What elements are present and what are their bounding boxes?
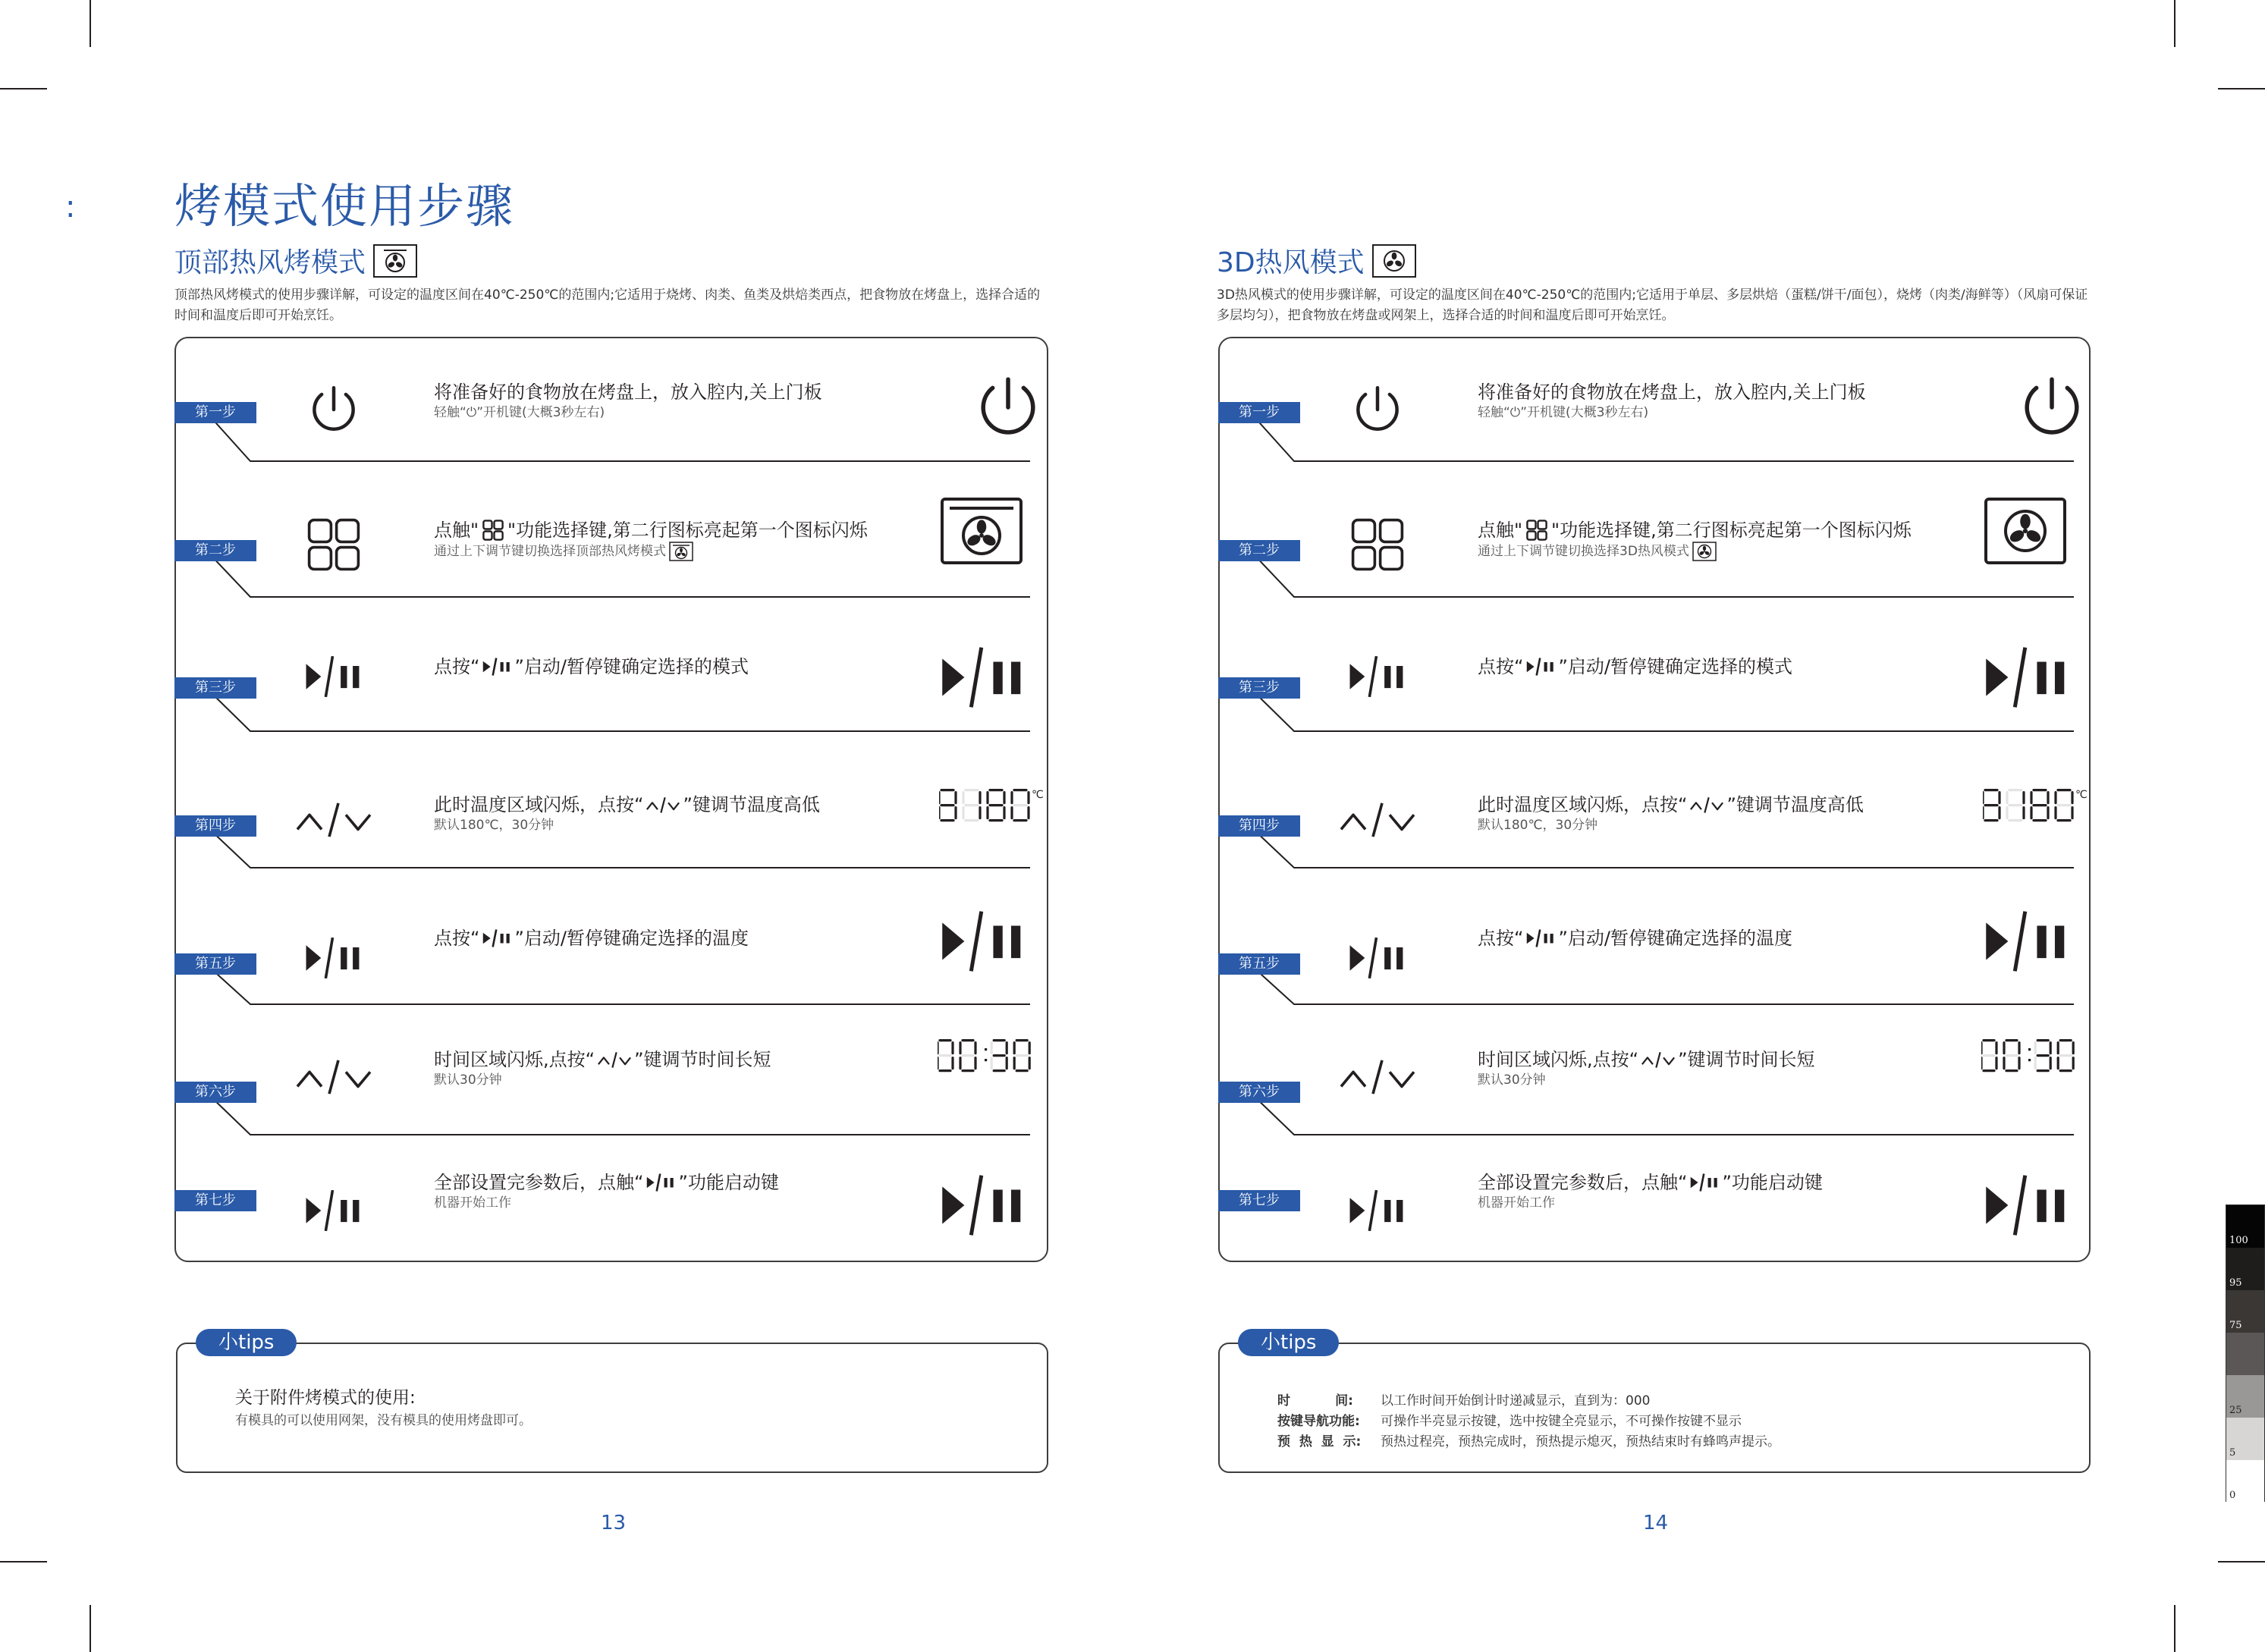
crop-mark bbox=[2218, 1561, 2265, 1562]
step-tag: 第一步 bbox=[1218, 402, 1300, 423]
step-title bbox=[434, 1171, 779, 1194]
step-tag: 第一步 bbox=[174, 402, 256, 423]
section-title-text: 顶部热风烤模式 bbox=[174, 247, 366, 278]
crop-mark bbox=[90, 1605, 91, 1652]
temperature-display bbox=[939, 789, 1053, 827]
gray-swatch-label: 75 bbox=[2229, 1320, 2242, 1331]
up-down-icon bbox=[296, 1058, 372, 1098]
step-text bbox=[1478, 927, 1792, 950]
crop-mark bbox=[90, 0, 91, 47]
play-pause-icon bbox=[1526, 929, 1555, 947]
step-title-pre: 全部设置完参数后，点触“ bbox=[1478, 1172, 1688, 1193]
step-subtext bbox=[434, 816, 820, 834]
step-tag: 第二步 bbox=[174, 540, 256, 561]
step-title-post: ”启动/暂停键确定选择的温度 bbox=[514, 928, 749, 949]
gray-swatch bbox=[2226, 1205, 2264, 1248]
tip-row bbox=[1277, 1412, 1780, 1432]
step-title bbox=[434, 519, 868, 542]
step-subtext bbox=[1478, 404, 1866, 422]
play-pause-icon bbox=[482, 929, 511, 947]
step-title bbox=[434, 793, 820, 816]
step-tag: 第五步 bbox=[174, 953, 256, 975]
step-title-post: ”键调节温度高低 bbox=[1726, 794, 1864, 815]
crop-mark bbox=[2218, 88, 2265, 90]
step-text bbox=[1478, 793, 1864, 834]
step-title-pre: 时间区域闪烁,点按“ bbox=[434, 1049, 595, 1070]
step-title bbox=[1478, 519, 1912, 542]
up-down-icon bbox=[1340, 801, 1415, 840]
3d-fan-icon bbox=[1372, 244, 1416, 278]
gray-swatch-label: 0 bbox=[2229, 1490, 2236, 1501]
section-title-left bbox=[174, 241, 417, 280]
step-text bbox=[434, 793, 820, 834]
step-title-pre: 此时温度区域闪烁，点按“ bbox=[1478, 794, 1688, 815]
step-title-pre: 时间区域闪烁,点按“ bbox=[1478, 1049, 1639, 1070]
step-title-post: ”键调节温度高低 bbox=[683, 794, 820, 815]
crop-mark bbox=[2174, 1605, 2175, 1652]
step-title-text: 将准备好的食物放在烤盘上，放入腔内,关上门板 bbox=[1478, 382, 1866, 403]
up-down-icon bbox=[1641, 1051, 1675, 1068]
3d-fan-icon bbox=[1984, 498, 2066, 567]
step-title-post: ”键调节时间长短 bbox=[1678, 1049, 1815, 1070]
up-down-icon bbox=[646, 796, 680, 813]
play-pause-icon bbox=[482, 658, 511, 676]
top-fan-icon bbox=[669, 542, 693, 561]
play-pause-icon bbox=[1984, 910, 2069, 975]
section-title-text: 3D热风模式 bbox=[1217, 247, 1365, 278]
up-down-icon bbox=[598, 1051, 631, 1068]
step-text bbox=[434, 927, 749, 950]
step-title-post: ”功能启动键 bbox=[678, 1172, 779, 1193]
step-title bbox=[1478, 381, 1866, 404]
tip-key: 时 间: bbox=[1277, 1393, 1353, 1409]
3d-fan-icon bbox=[1692, 542, 1717, 561]
up-down-icon bbox=[1340, 1058, 1415, 1098]
step-title-post: ”键调节时间长短 bbox=[634, 1049, 771, 1070]
function-grid-icon bbox=[1525, 519, 1548, 542]
play-pause-icon bbox=[941, 646, 1026, 711]
section-title-right bbox=[1217, 241, 1416, 280]
step-subtext bbox=[434, 1071, 771, 1089]
tip-key: 预 热 显 示: bbox=[1277, 1434, 1362, 1449]
play-pause-icon bbox=[1349, 1189, 1406, 1235]
gray-swatch bbox=[2226, 1418, 2264, 1460]
step-text bbox=[434, 381, 822, 422]
function-grid-icon bbox=[306, 517, 361, 575]
top-fan-icon bbox=[941, 498, 1023, 567]
tips-label-left: 小tips bbox=[196, 1329, 297, 1356]
power-icon bbox=[309, 385, 358, 437]
power-icon bbox=[977, 376, 1039, 441]
step-tag: 第六步 bbox=[1218, 1082, 1300, 1103]
step-tag: 第七步 bbox=[174, 1190, 256, 1211]
step-tag: 第四步 bbox=[1218, 815, 1300, 837]
gray-swatch-label: 5 bbox=[2229, 1447, 2236, 1459]
tip-value: 以工作时间开始倒计时递减显示，直到为：000 bbox=[1381, 1393, 1651, 1409]
gray-scale-strip bbox=[2226, 1204, 2265, 1502]
time-display bbox=[1981, 1039, 2080, 1077]
play-pause-icon bbox=[941, 910, 1026, 975]
step-text bbox=[1478, 1048, 1815, 1089]
step-subtext-text: 默认180℃，30分钟 bbox=[1478, 818, 1598, 833]
tips-text: 有模具的可以使用网架，没有模具的使用烤盘即可。 bbox=[235, 1413, 532, 1428]
step-title-post: "功能选择键,第二行图标亮起第一个图标闪烁 bbox=[507, 520, 868, 541]
step-subtext bbox=[434, 404, 822, 422]
step-title bbox=[434, 1048, 771, 1071]
step-title-post: ”启动/暂停键确定选择的模式 bbox=[1558, 656, 1792, 677]
tip-value: 预热过程亮，预热完成时，预热提示熄灭，预热结束时有蜂鸣声提示。 bbox=[1381, 1434, 1780, 1449]
step-subtext bbox=[1478, 1194, 1823, 1212]
play-pause-icon bbox=[1984, 646, 2069, 711]
crop-mark bbox=[0, 88, 47, 90]
intro-text-right: 3D热风模式的使用步骤详解，可设定的温度区间在40℃-250℃的范围内;它适用于单层、多层烘焙（蛋糕/饼干/面包），烧烤（肉类/海鲜等）（风扇可保证多层均匀），把食物放在烤盘或网架上，选择合适的时间和温度后即可开始烹饪。 bbox=[1217, 287, 2088, 323]
play-pause-icon bbox=[646, 1173, 675, 1192]
step-subtext bbox=[434, 1194, 779, 1212]
tips-label-right: 小tips bbox=[1238, 1329, 1339, 1356]
play-pause-icon bbox=[1349, 937, 1406, 982]
step-title-post: ”启动/暂停键确定选择的模式 bbox=[514, 656, 749, 677]
step-title bbox=[1478, 793, 1864, 816]
step-subtext bbox=[1478, 816, 1864, 834]
time-display bbox=[938, 1039, 1036, 1077]
power-icon bbox=[2021, 376, 2083, 441]
step-text bbox=[434, 1171, 779, 1212]
play-pause-icon bbox=[1526, 658, 1555, 676]
step-title-text: 将准备好的食物放在烤盘上，放入腔内,关上门板 bbox=[434, 382, 822, 403]
step-subtext-text: 默认30分钟 bbox=[434, 1073, 502, 1088]
play-pause-icon bbox=[941, 1174, 1026, 1239]
degree-unit: ℃ bbox=[1032, 789, 1044, 801]
tips-body-left bbox=[235, 1385, 532, 1431]
tip-row bbox=[1277, 1432, 1780, 1453]
step-subtext-text: 默认30分钟 bbox=[1478, 1073, 1546, 1088]
step-tag: 第六步 bbox=[174, 1082, 256, 1103]
step-title-pre: 点按“ bbox=[434, 928, 480, 949]
step-subtext bbox=[1478, 1071, 1815, 1089]
step-subtext-text: 机器开始工作 bbox=[1478, 1195, 1555, 1211]
step-subtext-text: 轻触“⏻”开机键(大概3秒左右) bbox=[1478, 405, 1649, 420]
step-title-pre: 点触" bbox=[434, 520, 479, 541]
function-grid-icon bbox=[482, 519, 504, 542]
tips-body-right bbox=[1277, 1391, 1780, 1453]
page-number-right: 14 bbox=[1643, 1512, 1669, 1534]
tip-value: 可操作半亮显示按键，选中按键全亮显示，不可操作按键不显示 bbox=[1381, 1414, 1742, 1429]
step-text bbox=[434, 519, 868, 561]
up-down-icon bbox=[1690, 796, 1723, 813]
tip-key: 按键导航功能: bbox=[1277, 1414, 1360, 1429]
up-down-icon bbox=[296, 801, 372, 840]
step-subtext-text: 通过上下调节键切换选择3D热风模式 bbox=[1478, 544, 1689, 559]
step-tag: 第三步 bbox=[1218, 677, 1300, 699]
step-tag: 第七步 bbox=[1218, 1190, 1300, 1211]
gray-swatch-label: 25 bbox=[2229, 1405, 2242, 1416]
step-subtext-text: 通过上下调节键切换选择顶部热风烤模式 bbox=[434, 544, 666, 559]
step-title-pre: 全部设置完参数后，点触“ bbox=[434, 1172, 644, 1193]
gray-swatch-label: 95 bbox=[2229, 1277, 2242, 1289]
step-title-pre: 点按“ bbox=[1478, 656, 1524, 677]
step-tag: 第三步 bbox=[174, 677, 256, 699]
step-title bbox=[434, 381, 822, 404]
step-subtext-text: 默认180℃，30分钟 bbox=[434, 818, 554, 833]
step-title-pre: 点按“ bbox=[434, 656, 480, 677]
step-text bbox=[1478, 519, 1912, 561]
play-pause-icon bbox=[305, 937, 363, 982]
step-tag: 第四步 bbox=[174, 815, 256, 837]
degree-unit: ℃ bbox=[2075, 789, 2088, 801]
top-fan-icon bbox=[373, 244, 417, 278]
page-title: 烤模式使用步骤 bbox=[174, 178, 515, 234]
crop-mark bbox=[0, 1561, 47, 1562]
temperature-display bbox=[1983, 789, 2097, 827]
step-subtext-text: 机器开始工作 bbox=[434, 1195, 511, 1211]
step-subtext bbox=[1478, 542, 1912, 561]
play-pause-icon bbox=[1690, 1173, 1719, 1192]
gray-swatch-label: 100 bbox=[2229, 1235, 2248, 1246]
step-text bbox=[1478, 381, 1866, 422]
step-title-post: ”启动/暂停键确定选择的温度 bbox=[1558, 928, 1792, 949]
step-title-post: "功能选择键,第二行图标亮起第一个图标闪烁 bbox=[1551, 520, 1912, 541]
step-text bbox=[1478, 655, 1792, 678]
function-grid-icon bbox=[1350, 517, 1405, 575]
step-text bbox=[1478, 1171, 1823, 1212]
gray-swatch bbox=[2226, 1290, 2264, 1333]
crop-mark bbox=[2174, 0, 2175, 47]
play-pause-icon bbox=[1349, 655, 1406, 701]
gray-swatch bbox=[2226, 1460, 2264, 1503]
step-title-pre: 点触" bbox=[1478, 520, 1523, 541]
step-title-post: ”功能启动键 bbox=[1722, 1172, 1823, 1193]
play-pause-icon bbox=[305, 1189, 363, 1235]
power-icon bbox=[1353, 385, 1402, 437]
step-subtext-text: 轻触“⏻”开机键(大概3秒左右) bbox=[434, 405, 605, 420]
step-text bbox=[434, 1048, 771, 1089]
step-title-pre: 此时温度区域闪烁，点按“ bbox=[434, 794, 644, 815]
gray-swatch bbox=[2226, 1375, 2264, 1418]
step-title bbox=[1478, 927, 1792, 950]
side-mark: : bbox=[65, 190, 76, 225]
page-number-left: 13 bbox=[601, 1512, 627, 1534]
step-text bbox=[434, 655, 749, 678]
step-title bbox=[1478, 1171, 1823, 1194]
intro-text-left: 顶部热风烤模式的使用步骤详解，可设定的温度区间在40℃-250℃的范围内;它适用于烧烤、肉类、鱼类及烘焙类西点，把食物放在烤盘上，选择合适的时间和温度后即可开始烹饪。 bbox=[174, 287, 1041, 323]
step-title bbox=[1478, 1048, 1815, 1071]
step-title bbox=[434, 927, 749, 950]
step-tag: 第二步 bbox=[1218, 540, 1300, 561]
play-pause-icon bbox=[1984, 1174, 2069, 1239]
play-pause-icon bbox=[305, 655, 363, 701]
tip-row bbox=[1277, 1391, 1780, 1412]
step-title bbox=[434, 655, 749, 678]
step-title-pre: 点按“ bbox=[1478, 928, 1524, 949]
step-tag: 第五步 bbox=[1218, 953, 1300, 975]
gray-swatch bbox=[2226, 1333, 2264, 1375]
step-subtext bbox=[434, 542, 868, 561]
gray-swatch bbox=[2226, 1248, 2264, 1290]
step-title bbox=[1478, 655, 1792, 678]
tips-title: 关于附件烤模式的使用: bbox=[235, 1388, 416, 1408]
